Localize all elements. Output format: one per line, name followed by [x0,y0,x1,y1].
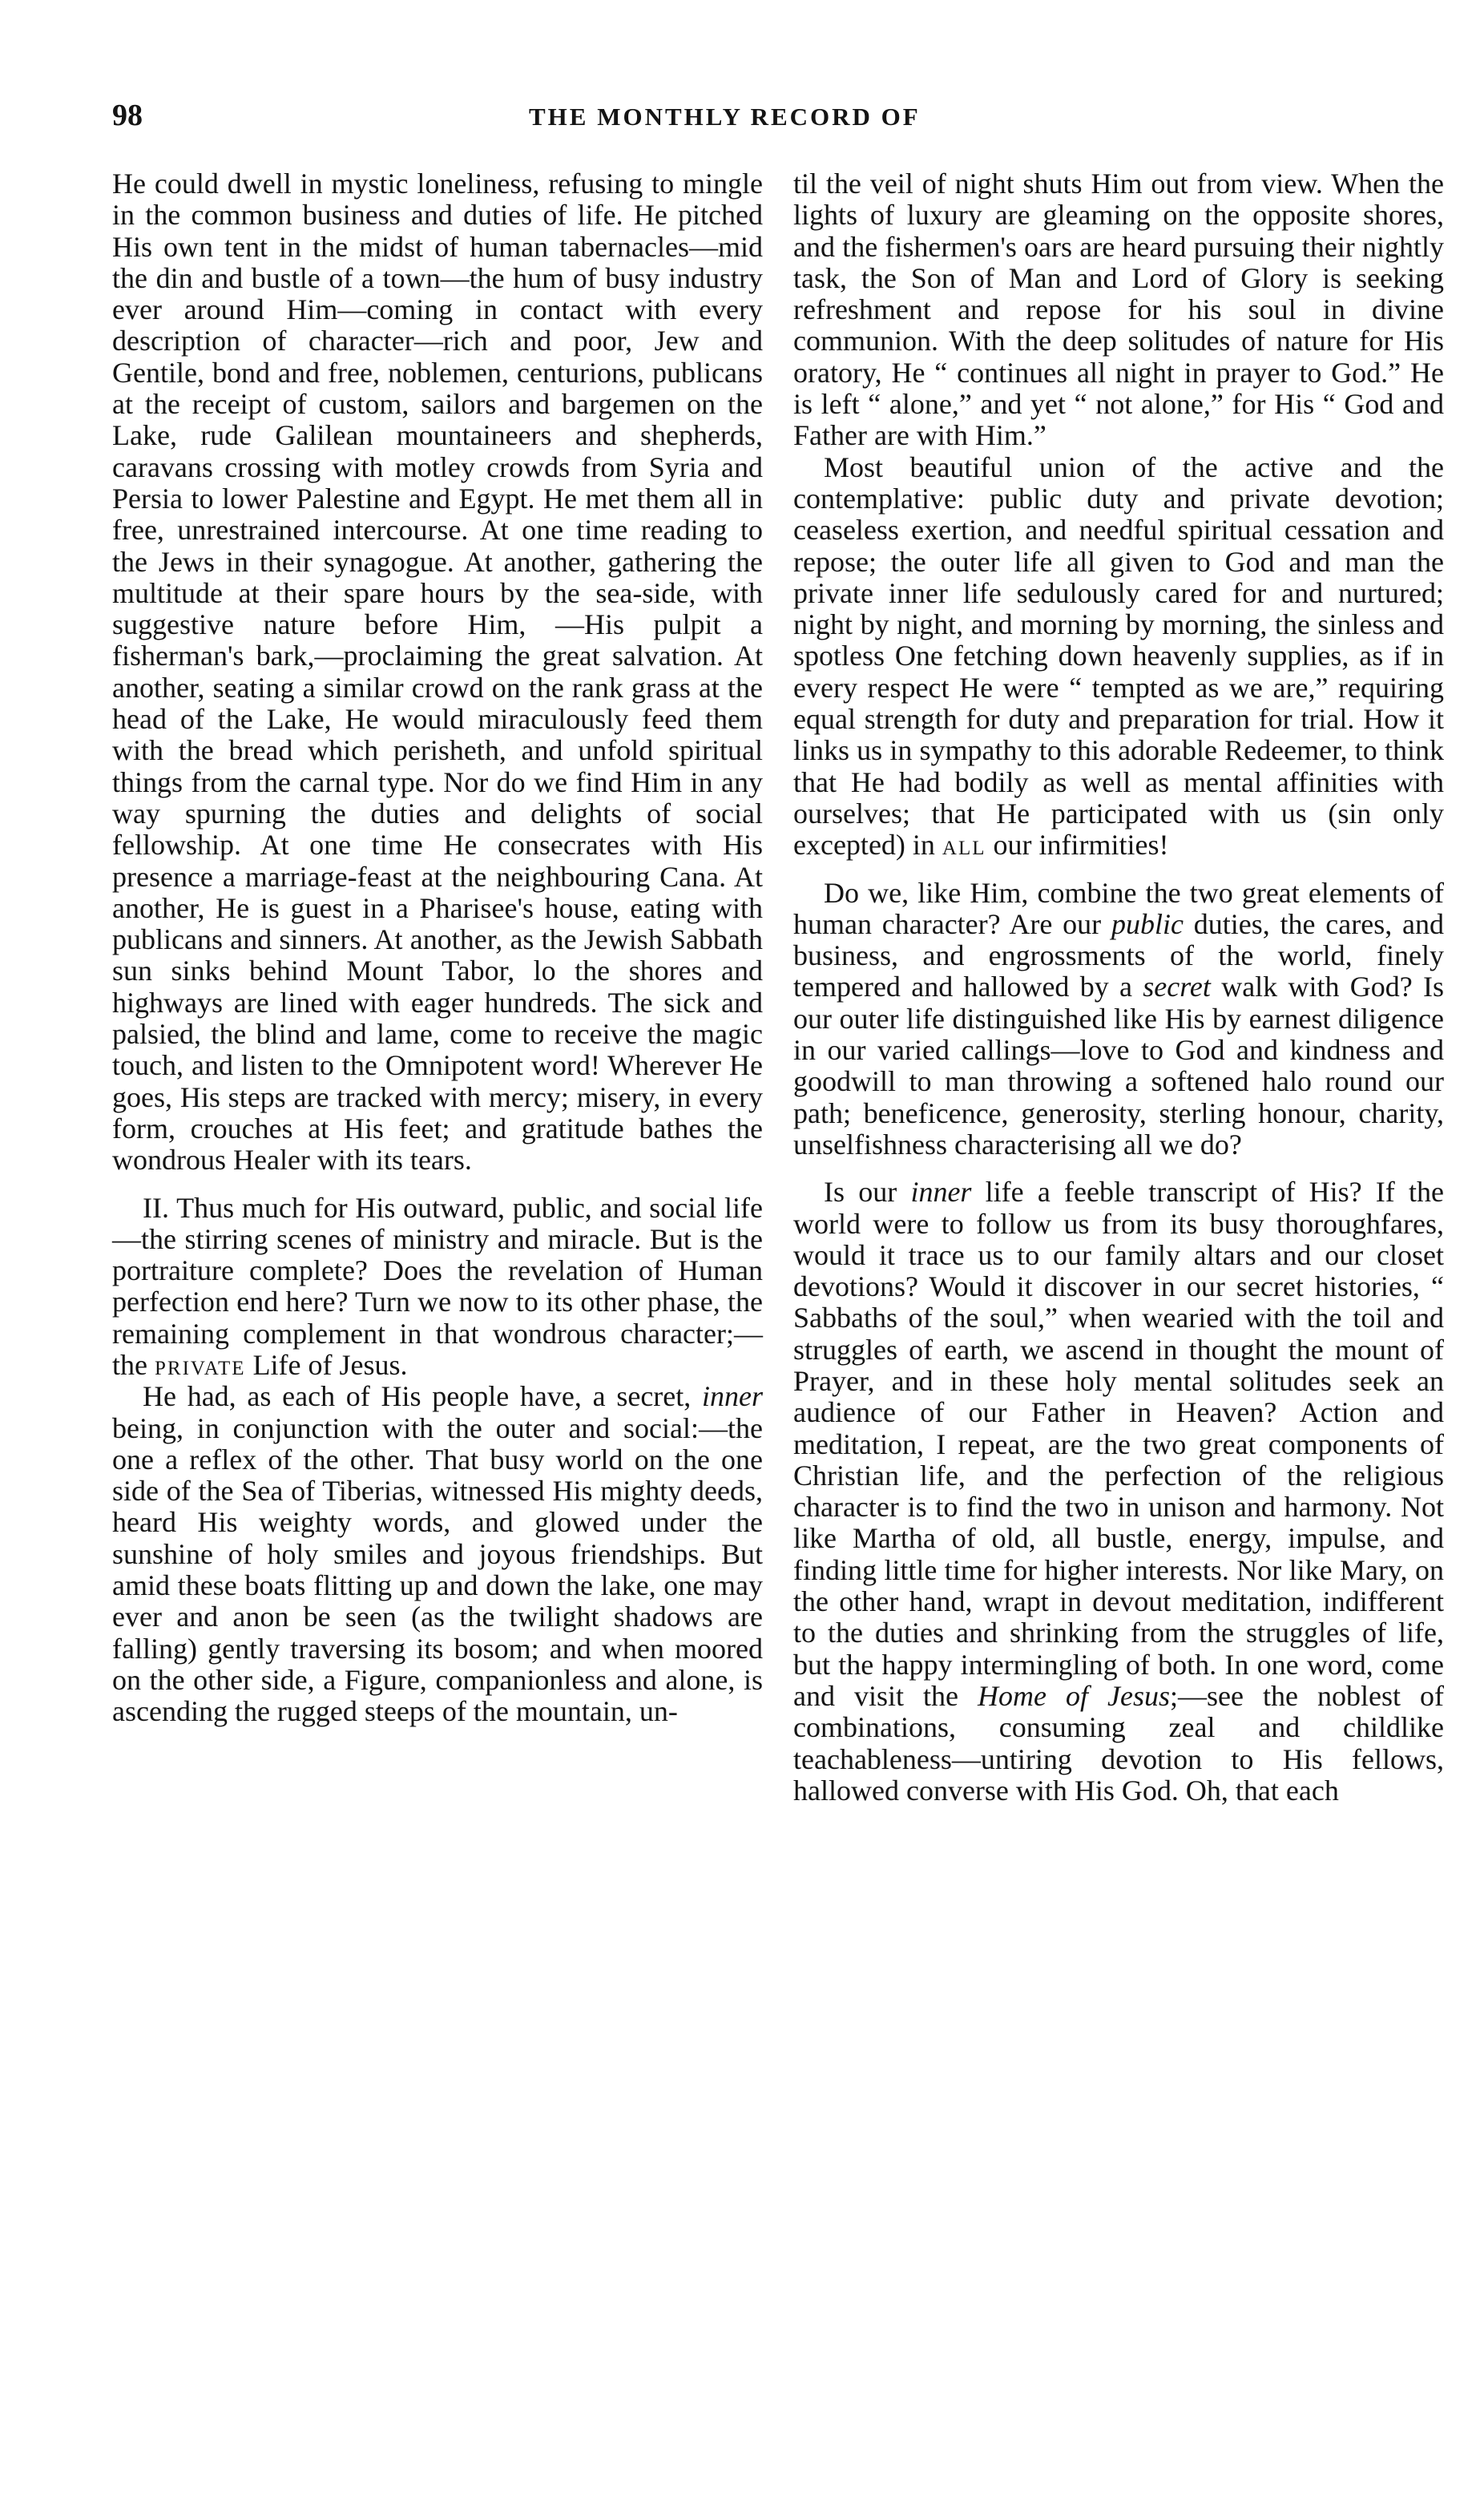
paragraph-continued: He could dwell in mystic loneliness, refusing to mingle in the common business and duties of life. He pitched His own tent in the midst of human tabernacles—mid the din and bustle of a town—the hum of busy industry ever around Him—coming in contact with every description of character—rich and poor, Jew and Gentile, bond and free, noblemen, centurions, publicans at the receipt of custom, sailors and bargemen on the Lake, rude Galilean mountaineers and shepherds, caravans crossing with motley crowds from Syria and Persia to lower Palestine and Egypt. He met them all in free, unrestrained intercourse. At one time reading to the Jews in their synagogue. At another, gathering the multitude at their spare hours by the sea-side, with suggestive nature before Him, —His pulpit a fisherman's bark,—proclaiming the great salvation. At another, seating a similar crowd on the rank grass at the head of the Lake, He would miraculously feed them with the bread which perisheth, and unfold spiritual things from the carnal type. Nor do we find Him in any way spurning the duties and delights of social fellowship. At one time He consecrates with His presence a marriage-feast at the neighbouring Cana. At another, He is guest in a Pharisee's house, eating with publicans and sinners. At another, as the Jewish Sabbath sun sinks behind Mount Tabor, lo the shores and highways are lined with eager hundreds. The sick and palsied, the blind and lame, come to receive the magic touch, and listen to the Omnipotent word! Wherever He goes, His steps are tracked with mercy; misery, in every form, crouches at His feet; and gratitude bathes the wondrous Healer with its tears. [112,168,763,1177]
italic-word: secret [1143,971,1211,1003]
running-head [112,98,1412,138]
italic-word: public [1111,907,1184,940]
italic-word: inner [702,1380,763,1413]
small-caps-word: all [942,829,986,862]
text-run: walk with God? Is our outer life distinguished like His by earnest diligence in our varied callings—love to God and kindness and goodwill to man throwing a softened halo round our path; beneficence, generosity, sterling honour, charity, unselfishness characterising all we do? [793,971,1445,1161]
text-run: He had, as each of His people have, a secret, [143,1380,702,1413]
paragraph-do-we [793,878,1444,1161]
text-run: Is our [824,1176,911,1209]
paragraph-inner-being [112,1381,763,1727]
page-number: 98 [112,99,143,132]
text-run: life a feeble transcript of His? If the world were to follow us from its busy thoroughfares, would it trace us to our family altars and our closet devotions? Would it discover in our secret histories, “ Sabbaths of the soul,” when wearied with the toil and struggles of earth, we ascend in thought the mount of Prayer, and in these holy mental solitudes seek an audience of our Father in Heaven? Action and meditation, I repeat, are the two great components of Christian life, and the perfection of the religious character is to find the two in unison and harmony. Not like Martha of old, all bustle, energy, impulse, and finding little time for higher interests. Nor like Mary, on the other hand, wrapt in devout meditation, indifferent to the duties and shrinking from the struggles of life, but the happy intermingling of both. In one word, come and visit the [793,1176,1444,1712]
journal-title: THE MONTHLY RECORD OF [529,103,921,131]
paragraph-section-two [112,1193,763,1382]
text-run: duties, the cares, and business, and engrossments of the world, finely tempered and hallowed by a [793,907,1445,1003]
text-run: Life of Jesus. [245,1348,408,1381]
paragraph-continued: til the veil of night shuts Him out from view. When the lights of luxury are gleaming on the opposite shores, and the fishermen's oars are heard pursuing their nightly task, the Son of Man and Lord of Glory is seeking refreshment and repose for his soul in divine communion. With the deep solitudes of nature for His oratory, He “ continues all night in prayer to God.” He is left “ alone,” and yet “ not alone,” for His “ God and Father are with Him.” [793,168,1444,452]
italic-phrase: Home of Jesus [978,1679,1171,1712]
paragraph-union [793,452,1444,862]
text-run: Do we, like Him, combine the two great elements of human character? Are our [793,876,1444,940]
right-column [793,168,1444,1807]
text-run: being, in conjunction with the outer and social:—the one a reflex of the other. That busy world on the one side of the Sea of Tiberias, witnessed His mighty deeds, heard His weighty words, and glowed under the sunshine of holy smiles and joyous friendships. But amid these boats flitting up and down the lake, one may ever and anon be seen (as the twilight shadows are falling) gently traversing its bosom; and when moored on the other side, a Figure, companionless and alone, is ascending the rugged steeps of the mountain, un- [112,1411,763,1728]
text-run: II. Thus much for His outward, public, and social life—the stirring scenes of ministry and miracle. But is the portraiture complete? Does the revelation of Human perfection end here? Turn we now to its other phase, the remaining complement in that wondrous character;—the [112,1191,763,1381]
italic-word: inner [910,1176,972,1209]
small-caps-word: private [154,1348,246,1381]
text-run: our infirmities! [986,829,1169,862]
text-run: Most beautiful union of the active and the contemplative: public duty and private devotion; ceaseless exertion, and needful spiritual cessation and repose; the outer life all given to God and man the private inner life sedulously cared for and nurtured; night by night, and morning by morning, the sinless and spotless One fetching down heavenly supplies, as if in every respect He were “ tempted as we are,” requiring equal strength for duty and preparation for trial. How it links us in sympathy to this adorable Redeemer, to think that He had bodily as well as mental affinities with ourselves; that He participated with us (sin only excepted) in [793,450,1444,862]
left-column [112,168,763,1728]
text-run: ;—see the noblest of combinations, consuming zeal and childlike teachableness—untiring devotion to His fellows, hallowed converse with His God. Oh, that each [793,1679,1444,1807]
paragraph-inner-life [793,1177,1444,1807]
